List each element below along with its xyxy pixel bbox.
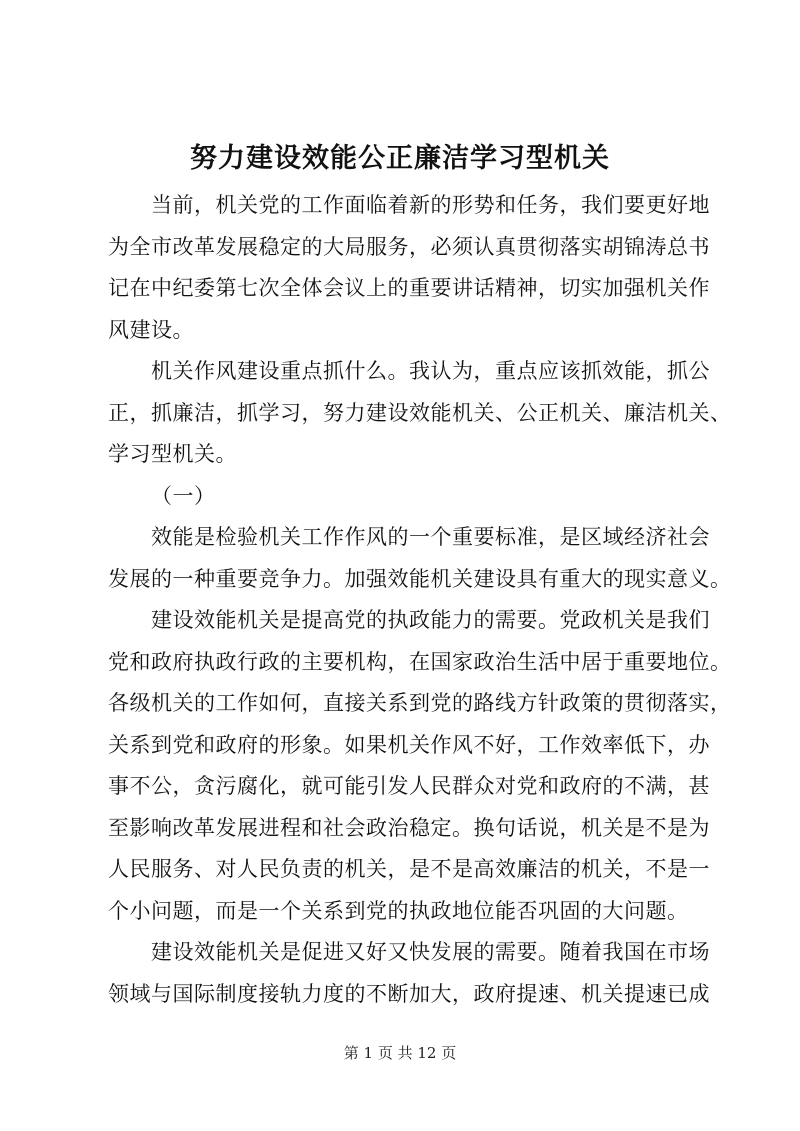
section-heading: （一） [151,483,216,508]
paragraph-line: 为全市改革发展稳定的大局服务，必须认真贯彻落实胡锦涛总书 [108,234,710,259]
paragraph-line: 关系到党和政府的形象。如果机关作风不好，工作效率低下，办 [108,732,710,757]
paragraph-line: 风建设。 [108,317,194,342]
paragraph-line: 建设效能机关是促进又好又快发展的需要。随着我国在市场 [151,940,710,964]
paragraph-line: 学习型机关。 [108,442,237,466]
document-body [108,185,732,1015]
paragraph-line: 效能是检验机关工作作风的一个重要标准，是区域经济社会 [151,525,710,549]
paragraph-line: 党和政府执政行政的主要机构，在国家政治生活中居于重要地位。 [108,649,732,674]
paragraph-line: 个小问题，而是一个关系到党的执政地位能否巩固的大问题。 [108,898,689,923]
paragraph-line: 建设效能机关是提高党的执政能力的需要。党政机关是我们 [151,608,710,632]
paragraph-line: 事不公，贪污腐化，就可能引发人民群众对党和政府的不满，甚 [108,774,710,798]
paragraph-line: 人民服务、对人民负责的机关，是不是高效廉洁的机关，不是一 [108,857,710,881]
page-number: 第 1 页 共 12 页 [343,1044,457,1062]
paragraph-line: 正，抓廉洁，抓学习，努力建设效能机关、公正机关、廉洁机关、 [108,400,732,425]
paragraph-line: 各级机关的工作如何，直接关系到党的路线方针政策的贯彻落实， [108,691,732,715]
paragraph-line: 当前，机关党的工作面临着新的形势和任务，我们要更好地 [151,193,710,217]
paragraph-line: 领域与国际制度接轨力度的不断加大，政府提速、机关提速已成 [108,981,710,1006]
paragraph-line: 机关作风建设重点抓什么。我认为，重点应该抓效能，抓公 [151,359,710,383]
paragraph-line: 发展的一种重要竞争力。加强效能机关建设具有重大的现实意义。 [108,566,732,591]
paragraph-line: 至影响改革发展进程和社会政治稳定。换句话说，机关是不是为 [108,815,710,840]
paragraph-line: 记在中纪委第七次全体会议上的重要讲话精神，切实加强机关作 [108,276,710,300]
document-title: 努力建设效能公正廉洁学习型机关 [190,143,610,174]
